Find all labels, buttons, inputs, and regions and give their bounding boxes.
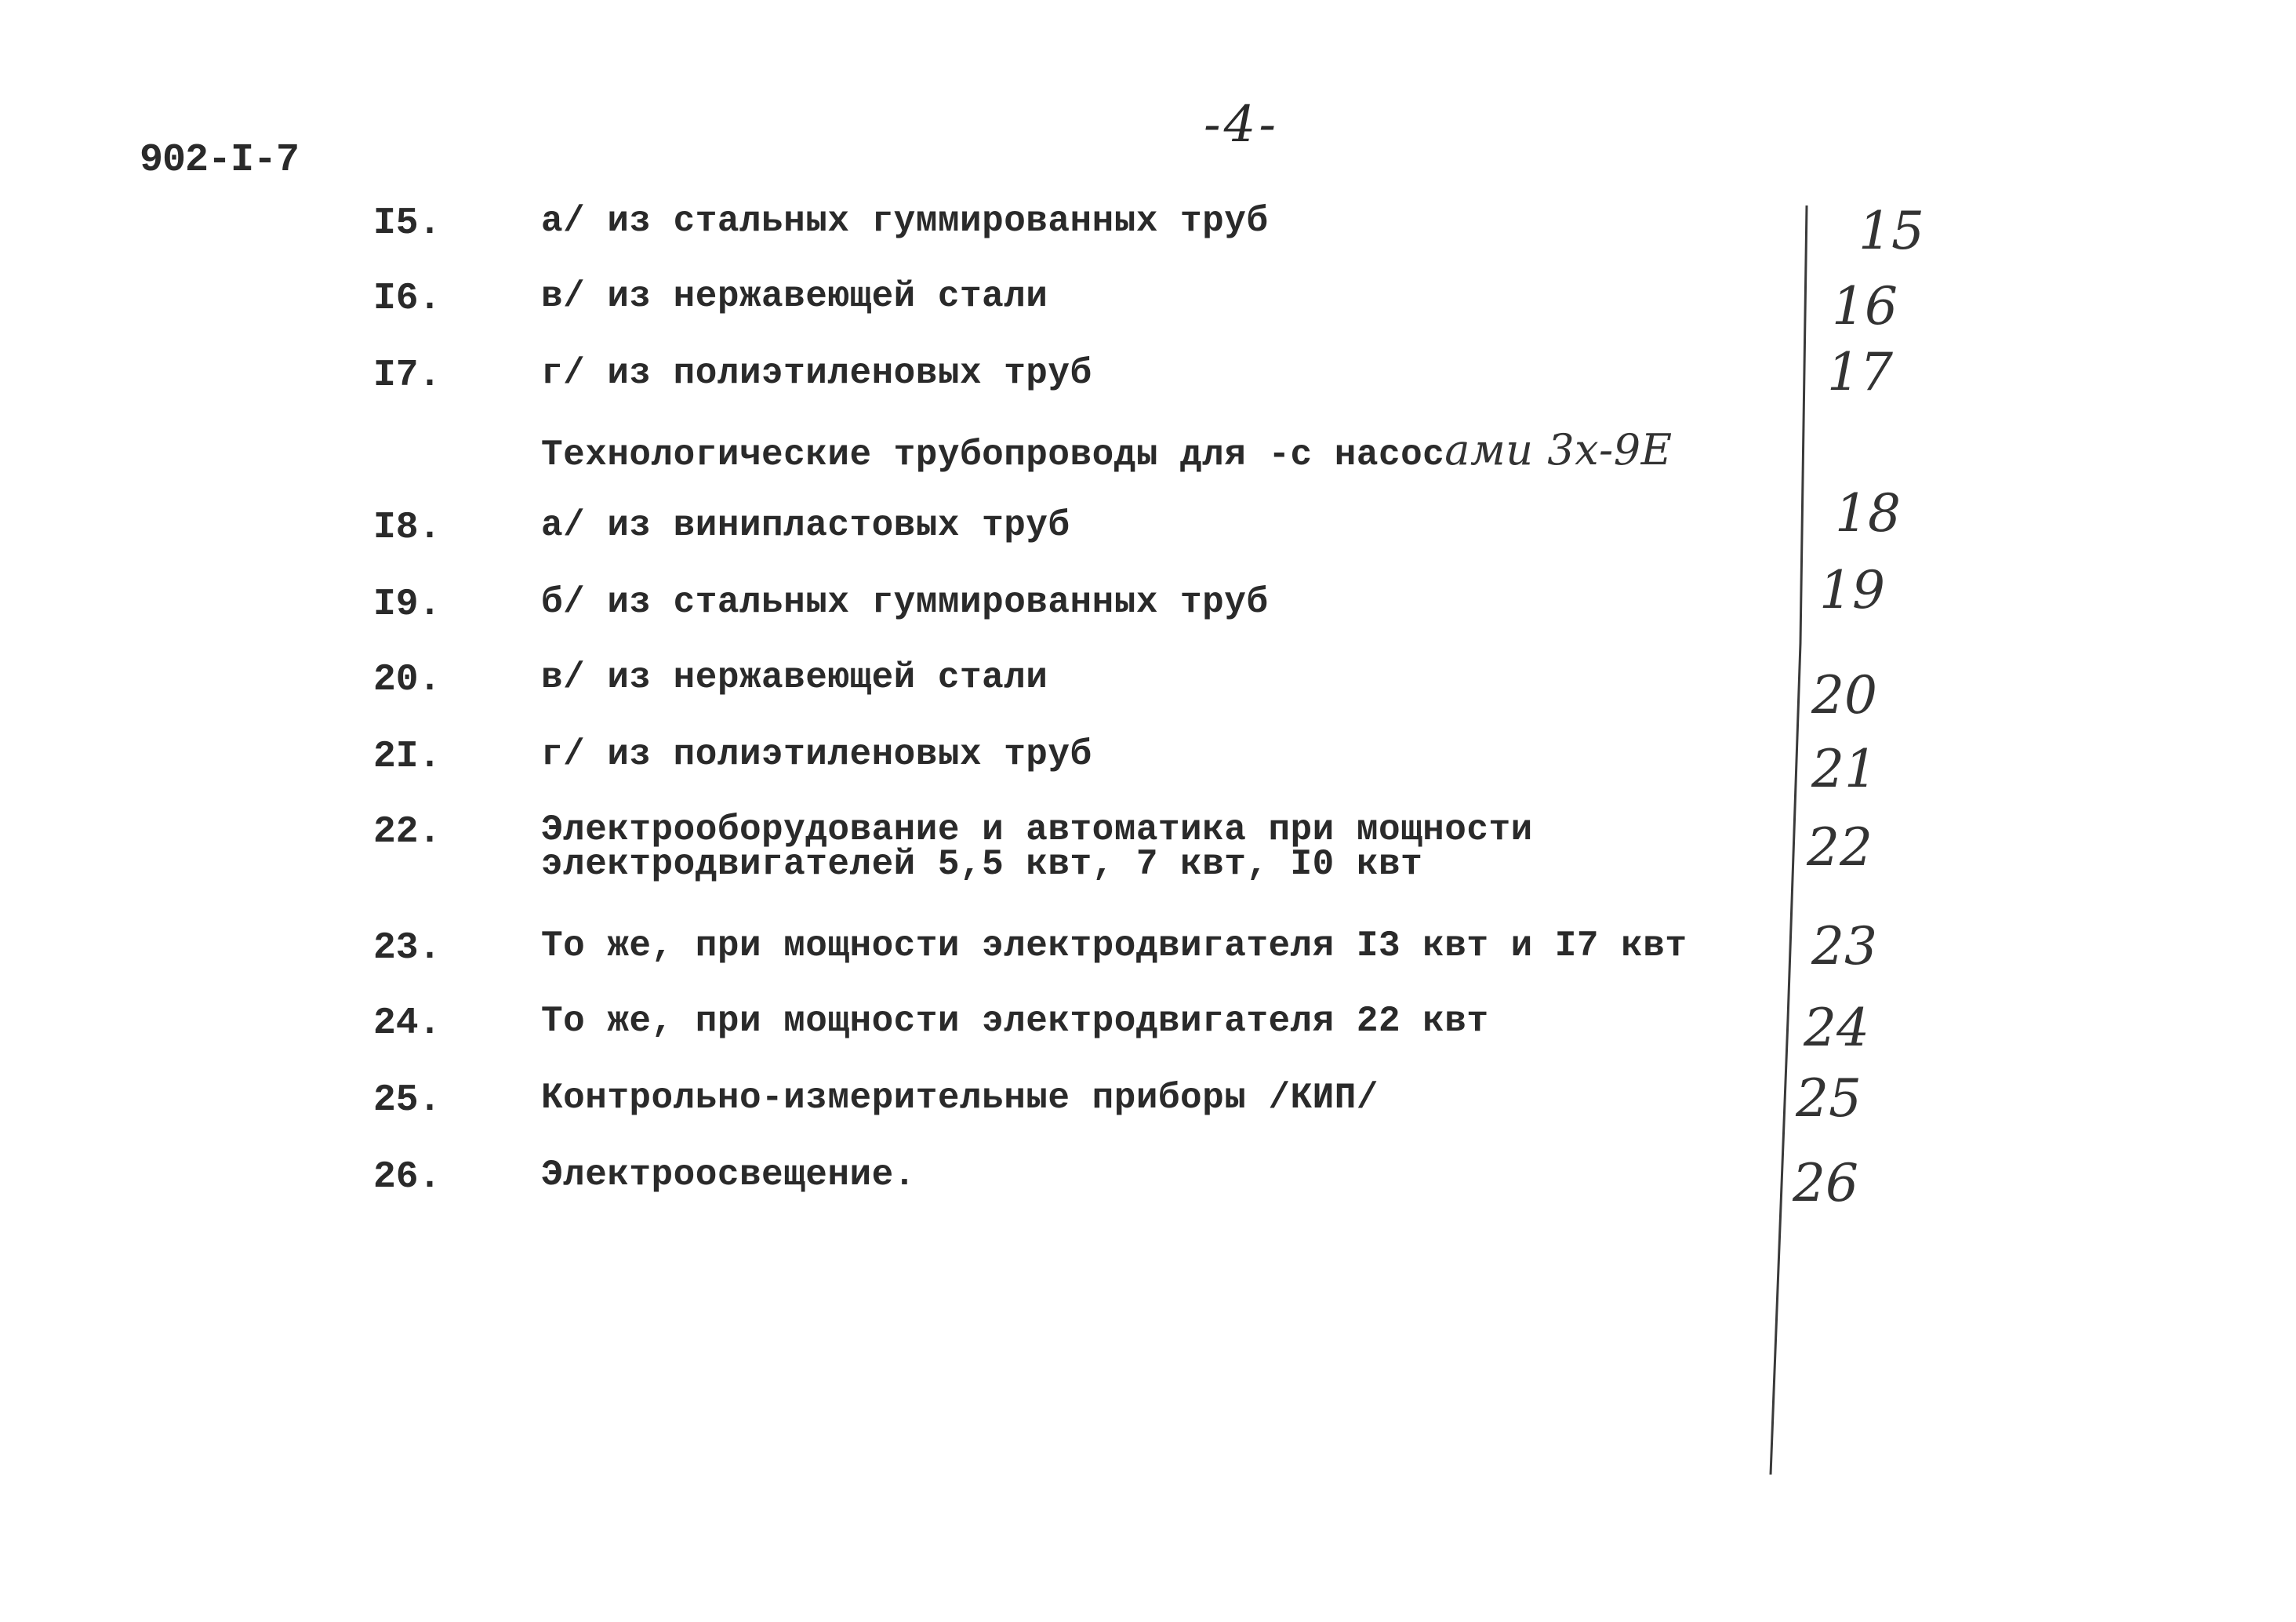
item-number: I8. <box>373 507 441 549</box>
handwritten-page-ref: 18 <box>1835 483 1901 544</box>
item-text: г/ из полиэтиленовых труб <box>541 734 1092 775</box>
handwritten-page-ref: 17 <box>1827 342 1893 402</box>
page-number: -4- <box>1204 96 1279 154</box>
handwritten-page-ref: 24 <box>1804 998 1869 1058</box>
item-text: То же, при мощности электродвигателя 22 квт <box>541 1001 1489 1042</box>
handwritten-page-ref: 20 <box>1811 665 1877 726</box>
handwritten-page-ref: 16 <box>1832 276 1898 336</box>
item-text: в/ из нержавеющей стали <box>541 657 1048 698</box>
item-text: Электроосвещение. <box>541 1155 916 1195</box>
item-number: 25. <box>373 1079 441 1122</box>
item-text: Контрольно-измерительные приборы /КИП/ <box>541 1078 1379 1118</box>
heading-text: Технологические трубопроводы для -с насос <box>541 435 1445 475</box>
item-text: а/ из винипластовых труб <box>541 505 1070 546</box>
handwritten-page-ref: 23 <box>1811 916 1877 976</box>
item-number: 22. <box>373 811 441 853</box>
handwritten-note: ами 3х-9Е <box>1444 425 1673 475</box>
item-number: 2I. <box>373 736 441 778</box>
item-number: I5. <box>373 202 441 245</box>
item-text: Электрооборудование и автоматика при мощности <box>541 809 1533 850</box>
handwritten-page-ref: 25 <box>1796 1068 1862 1129</box>
document-code: 902-I-7 <box>140 138 300 183</box>
handwritten-page-ref: 15 <box>1858 201 1924 261</box>
handwritten-page-ref: 21 <box>1811 739 1877 799</box>
item-number: 20. <box>373 659 441 701</box>
item-number: I9. <box>373 584 441 626</box>
item-text: а/ из стальных гуммированных труб <box>541 201 1269 242</box>
handwritten-page-ref: 19 <box>1819 560 1885 620</box>
item-number: 24. <box>373 1002 441 1045</box>
item-number: I7. <box>373 355 441 397</box>
handwritten-page-ref: 26 <box>1793 1153 1858 1213</box>
item-number: 26. <box>373 1156 441 1198</box>
handwritten-page-ref: 22 <box>1807 817 1873 878</box>
item-text: б/ из стальных гуммированных труб <box>541 582 1269 623</box>
item-text: г/ из полиэтиленовых труб <box>541 353 1092 394</box>
item-number: I6. <box>373 278 441 320</box>
item-text: То же, при мощности электродвигателя I3 квт и I7 квт <box>541 926 1687 966</box>
item-number: 23. <box>373 927 441 969</box>
item-text-continued: электродвигателей 5,5 квт, 7 квт, I0 квт <box>541 844 1423 885</box>
item-text: в/ из нержавеющей стали <box>541 276 1048 317</box>
